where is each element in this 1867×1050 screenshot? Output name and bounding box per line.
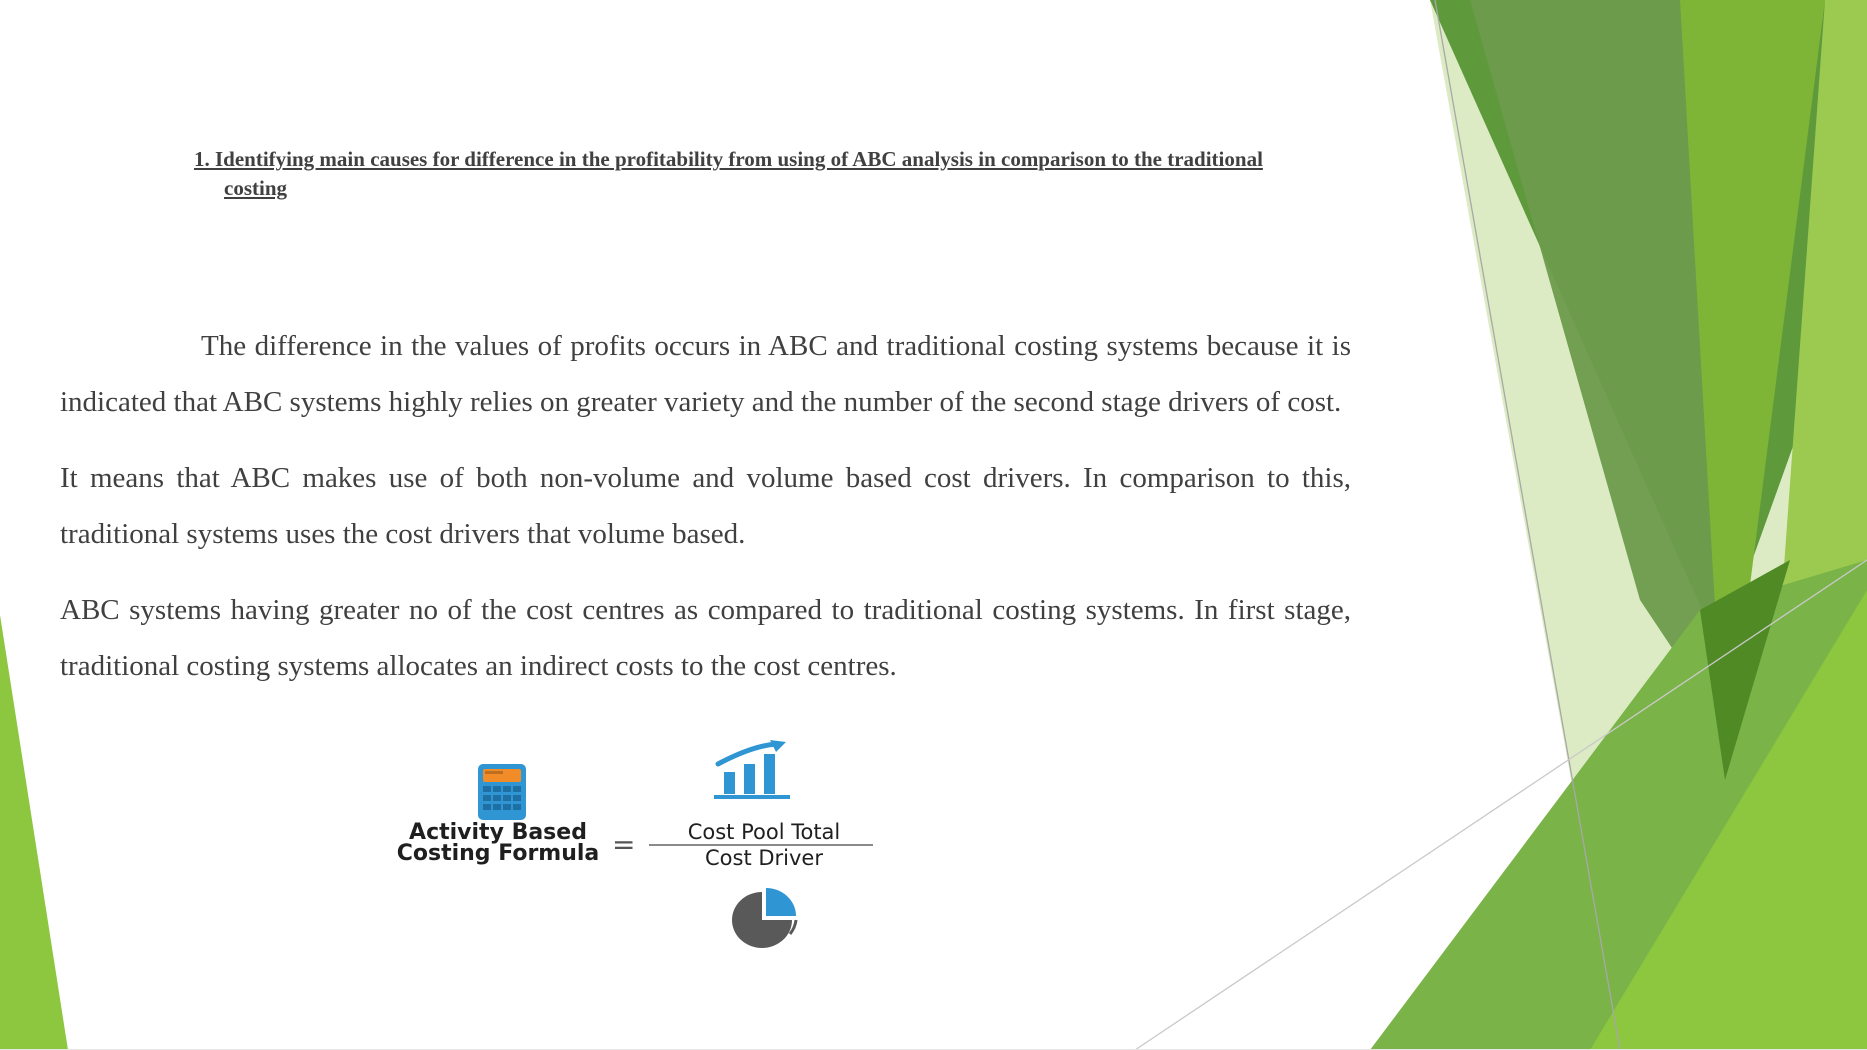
left-accent-shape: [0, 615, 68, 1050]
paragraph-1: The difference in the values of profits occurs in ABC and traditional costing systems because it is indicated that ABC systems highly relies on greater variety and the number of the second stage drivers of cost.: [60, 330, 1351, 418]
formula-numerator: Cost Pool Total: [687, 820, 841, 844]
heading-line2: costing: [224, 176, 287, 200]
abc-formula-graphic: [392, 740, 882, 950]
formula-left-label: [392, 822, 604, 864]
slide-heading: [194, 145, 1444, 203]
paragraph-2: It means that ABC makes use of both non-volume and volume based cost drivers. In comparison to this, traditional systems uses the cost drivers that volume based.: [60, 462, 1351, 550]
calculator-icon: [476, 762, 528, 822]
heading-line1: 1. Identifying main causes for difference in the profitability from using of ABC analysis in comparison to the traditional: [194, 147, 1263, 171]
pie-chart-icon: [726, 886, 806, 950]
bar-chart-icon: [712, 740, 794, 802]
body-text: [60, 318, 1351, 728]
formula-left-line2: Costing Formula: [396, 841, 600, 866]
formula-equals: =: [612, 828, 636, 861]
formula-left-line1: Activity Based: [409, 820, 587, 845]
paragraph-3: ABC systems having greater no of the cost centres as compared to traditional costing systems. In first stage, traditional costing systems allocates an indirect costs to the cost centres.: [60, 594, 1351, 682]
formula-denominator: Cost Driver: [705, 846, 823, 870]
